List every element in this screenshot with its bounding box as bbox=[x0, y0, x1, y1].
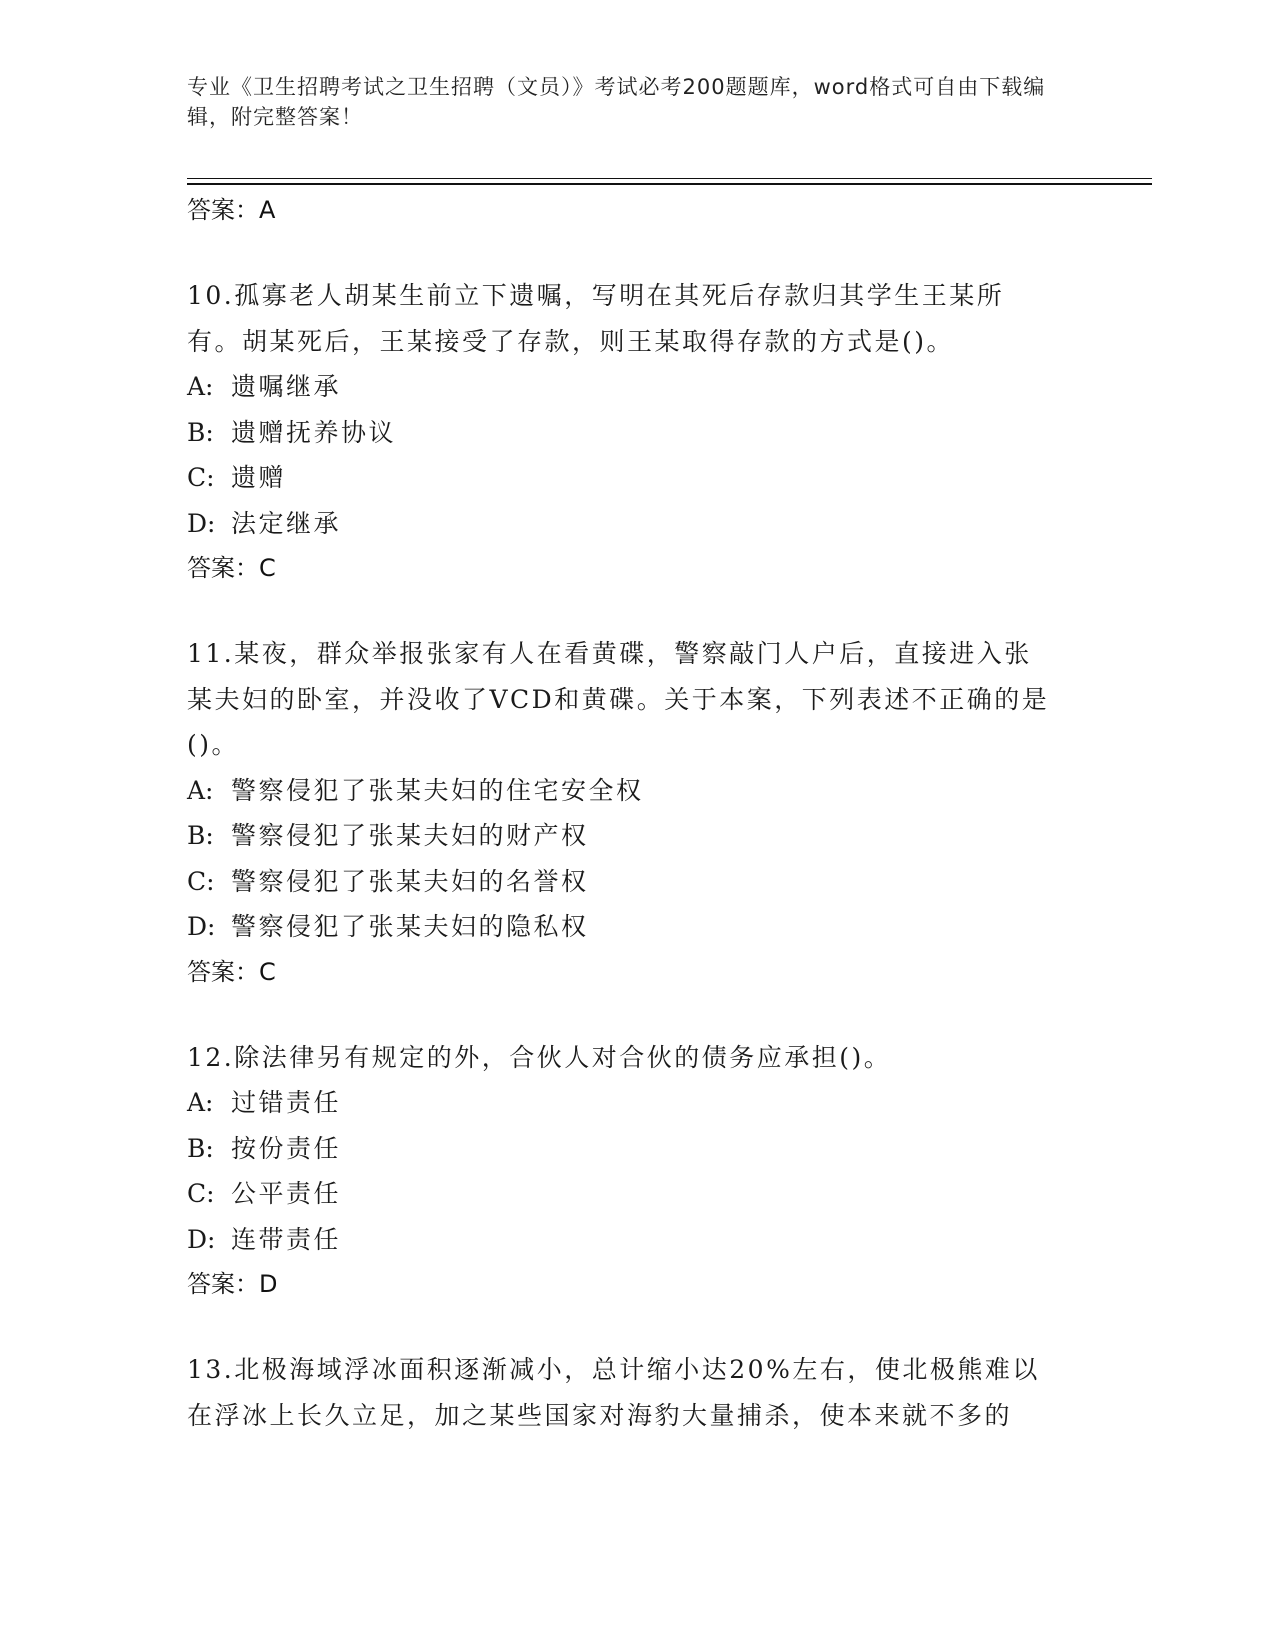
option-letter: A: bbox=[187, 775, 214, 805]
option-letter: C: bbox=[187, 866, 215, 896]
option-d bbox=[187, 501, 1087, 547]
page-header: 专业《卫生招聘考试之卫生招聘（文员）》考试必考200题题库，word格式可自由下载编辑，附完整答案！ bbox=[187, 75, 1046, 129]
option-text: 法定继承 bbox=[231, 508, 342, 538]
option-d bbox=[187, 1217, 1087, 1263]
option-text: 警察侵犯了张某夫妇的财产权 bbox=[231, 821, 589, 850]
option-text: 警察侵犯了张某夫妇的住宅安全权 bbox=[231, 775, 644, 805]
option-text: 遗赠抚养协议 bbox=[231, 417, 397, 447]
question-text: 13.北极海域浮冰面积逐渐减小，总计缩小达20%左右，使北极熊难以在浮冰上长久立足，加之某些国家对海豹大量捕杀，使本来就不多的 bbox=[187, 1355, 1040, 1430]
option-text: 过错责任 bbox=[231, 1088, 342, 1117]
option-a bbox=[187, 364, 1087, 410]
question-text: 11.某夜，群众举报张家有人在看黄碟，警察敲门人户后，直接进入张某夫妇的卧室，并没收了VCD和黄碟。关于本案，下列表述不正确的是()。 bbox=[187, 639, 1050, 759]
option-text: 按份责任 bbox=[231, 1133, 342, 1163]
question-list bbox=[187, 188, 1087, 1438]
option-text: 遗赠 bbox=[231, 463, 287, 492]
answer-line: 答案：C bbox=[187, 957, 276, 986]
option-letter: D: bbox=[187, 508, 216, 538]
option-b bbox=[187, 1126, 1087, 1172]
option-b bbox=[187, 813, 1087, 859]
question-12 bbox=[187, 1035, 1087, 1308]
option-c bbox=[187, 859, 1087, 905]
option-letter: B: bbox=[187, 417, 214, 447]
header-rule-thin bbox=[187, 178, 1152, 179]
question-10 bbox=[187, 273, 1087, 591]
option-letter: B: bbox=[187, 1133, 214, 1163]
option-letter: C: bbox=[187, 463, 215, 492]
option-letter: C: bbox=[187, 1179, 215, 1208]
option-c bbox=[187, 1171, 1087, 1217]
question-11 bbox=[187, 631, 1087, 995]
option-b bbox=[187, 410, 1087, 456]
option-text: 连带责任 bbox=[231, 1224, 342, 1254]
answer-line: 答案：A bbox=[187, 196, 276, 224]
option-c bbox=[187, 455, 1087, 501]
option-text: 遗嘱继承 bbox=[231, 372, 342, 401]
option-letter: D: bbox=[187, 912, 216, 941]
header-rule-thick bbox=[187, 183, 1152, 185]
option-a bbox=[187, 768, 1087, 814]
option-letter: D: bbox=[187, 1224, 216, 1254]
option-text: 公平责任 bbox=[231, 1179, 342, 1208]
question-13 bbox=[187, 1347, 1087, 1438]
option-letter: B: bbox=[187, 821, 214, 850]
question-text: 12.除法律另有规定的外，合伙人对合伙的债务应承担()。 bbox=[187, 1042, 892, 1072]
option-text: 警察侵犯了张某夫妇的名誉权 bbox=[231, 866, 589, 896]
option-text: 警察侵犯了张某夫妇的隐私权 bbox=[231, 912, 589, 941]
option-d bbox=[187, 904, 1087, 950]
option-letter: A: bbox=[187, 372, 214, 401]
option-letter: A: bbox=[187, 1088, 214, 1117]
answer-line: 答案：D bbox=[187, 1270, 278, 1298]
answer-line: 答案：C bbox=[187, 554, 276, 582]
question-text: 10.孤寡老人胡某生前立下遗嘱，写明在其死后存款归其学生王某所有。胡某死后，王某接受了存款，则王某取得存款的方式是()。 bbox=[187, 281, 1005, 356]
option-a bbox=[187, 1080, 1087, 1126]
